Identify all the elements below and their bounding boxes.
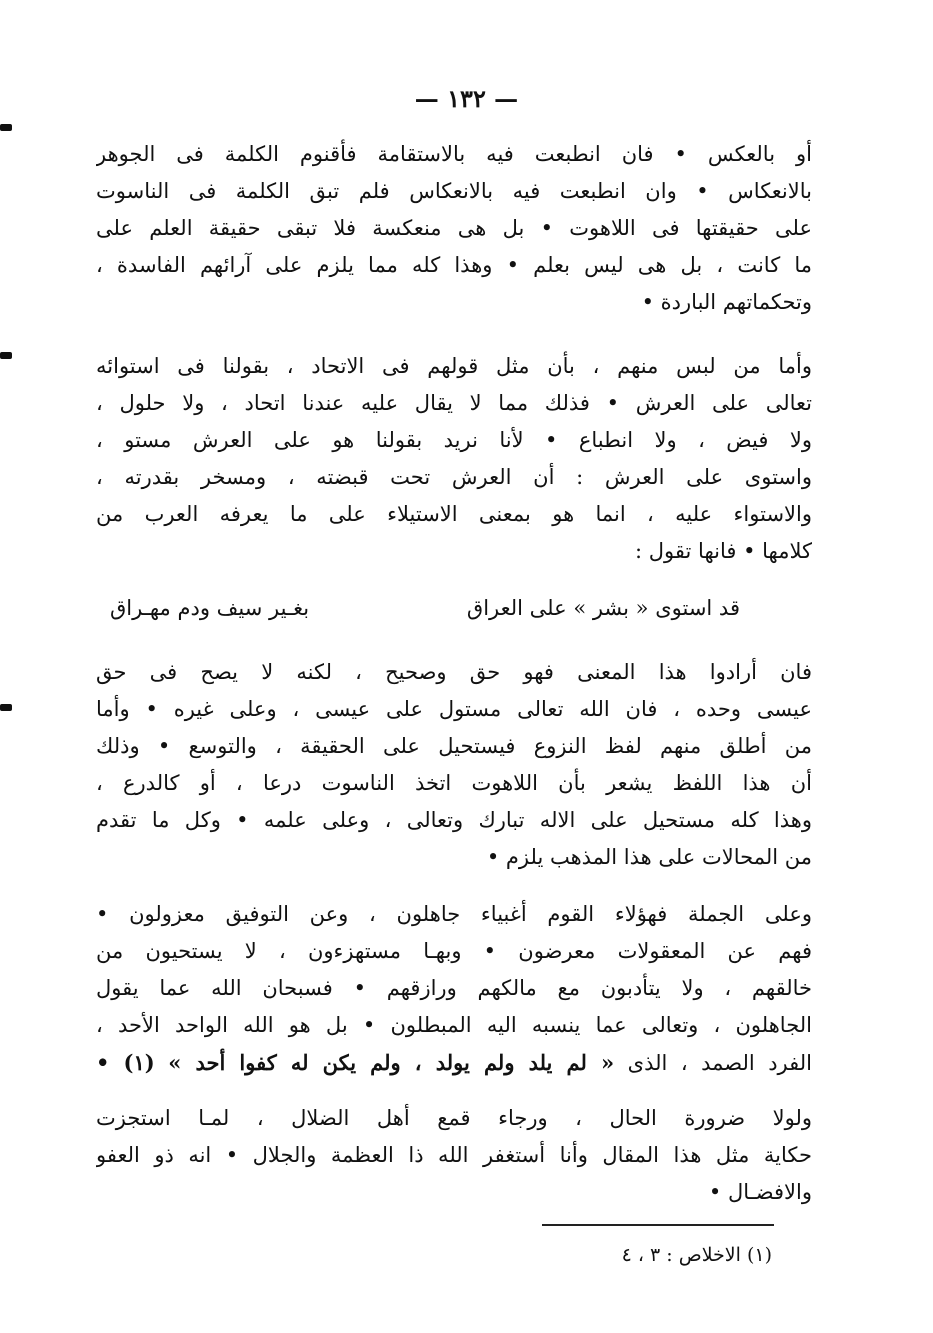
text-line: بالانعكاس • وان انطبعت فيه بالانعكاس فلم تبق الكلمة فى الناسوت bbox=[96, 179, 812, 203]
text-line: حكاية مثل هذا المقال وأنا أستغفر الله ذا العظمة والجلال • انه ذو العفو bbox=[96, 1143, 812, 1167]
text-line: والاستواء عليه ، انما هو بمعنى الاستيلاء على ما يعرفه العرب من bbox=[96, 502, 812, 526]
text-line: وعلى الجملة فهؤلاء القوم أغبياء جاهلون ، وعن التوفيق معزولون • bbox=[96, 902, 812, 926]
verse-first-hemistich: قد استوى « بشر » على العراق bbox=[466, 596, 740, 620]
text-line: الجاهلون ، وتعالى عما ينسبه اليه المبطلون • بل هو الله الواحد الأحد ، bbox=[96, 1013, 812, 1037]
text-line: عيسى وحده ، فان الله تعالى مستول على عيسى ، وعلى غيره • وأما bbox=[96, 697, 812, 721]
text-line: والافضـال • bbox=[708, 1180, 812, 1204]
text-line: ما كانت ، بل هى ليس بعلم • وهذا كله مما يلزم على آرائهم الفاسدة ، bbox=[96, 253, 812, 277]
page-number: — ١٣٢ — bbox=[414, 84, 519, 113]
text-line: أو بالعكس • فان انطبعت فيه بالاستقامة فأقنوم الكلمة فى الجوهر bbox=[96, 142, 812, 166]
paragraph bbox=[96, 136, 812, 321]
text-line: كلامها • فانها تقول : bbox=[635, 539, 812, 563]
footnote-divider bbox=[542, 1224, 774, 1226]
text-line: تعالى على العرش • فذلك مما لا يقال عليه عندنا اتحاد ، ولا حلول ، bbox=[96, 391, 812, 415]
footnote-reference: (١) • bbox=[96, 1050, 155, 1075]
verse-second-hemistich: بغـير سيف ودم مهـراق bbox=[110, 596, 310, 620]
margin-mark bbox=[0, 352, 12, 359]
text-line: خالقهم ، ولا يتأدبون مع مالكهم ورازقهم • فسبحان الله عما يقول bbox=[96, 976, 812, 1000]
paragraph bbox=[96, 1100, 812, 1211]
quran-quote: « لم يلد ولم يولد ، ولم يكن له كفوا أحد » bbox=[168, 1050, 615, 1075]
margin-mark bbox=[0, 704, 12, 711]
text-line bbox=[96, 1044, 812, 1081]
text-line: فهم عن المعقولات معرضون • وبهـا مستهزءون ، لا يستحيون من bbox=[96, 939, 812, 963]
text-line: واستوى على العرش : أن العرش تحت قبضته ، ومسخر بقدرته ، bbox=[96, 465, 812, 489]
paragraph bbox=[96, 896, 812, 1081]
poetry-verse bbox=[110, 588, 740, 628]
text-fragment: الفرد الصمد ، الذى bbox=[627, 1051, 812, 1075]
paragraph bbox=[96, 348, 812, 570]
paragraph bbox=[96, 654, 812, 876]
text-line: ولولا ضرورة الحال ، ورجاء قمع أهل الضلال ، لمـا استجزت bbox=[96, 1106, 812, 1130]
text-line: أن هذا اللفظ يشعر بأن اللاهوت اتخذ الناسوت درعا ، أو كالدرع ، bbox=[96, 771, 812, 795]
text-line: من أطلق منهم لفظ النزوع فيستحيل على الحقيقة ، والتوسع • وذلك bbox=[96, 734, 812, 758]
footnote: (١) الاخلاص : ٣ ، ٤ bbox=[621, 1244, 772, 1266]
text-line: على حقيقتها فى اللاهوت • بل هى منعكسة فلا تبقى حقيقة العلم على bbox=[96, 216, 812, 240]
text-line: من المحالات على هذا المذهب يلزم • bbox=[486, 845, 812, 869]
text-line: فان أرادوا هذا المعنى فهو حق وصحيح ، لكنه لا يصح فى حق bbox=[96, 660, 812, 684]
margin-mark bbox=[0, 124, 12, 131]
text-line: ولا فيض ، ولا انطباع • لأنا نريد بقولنا هو على العرش مستو ، bbox=[96, 428, 812, 452]
text-line: وأما من لبس منهم ، بأن مثل قولهم فى الاتحاد ، بقولنا فى استوائه bbox=[96, 354, 812, 378]
text-line: وتحكماتهم الباردة • bbox=[641, 290, 812, 314]
text-line: وهذا كله مستحيل على الاله تبارك وتعالى ، وعلى علمه • وكل ما تقدم bbox=[96, 808, 812, 832]
